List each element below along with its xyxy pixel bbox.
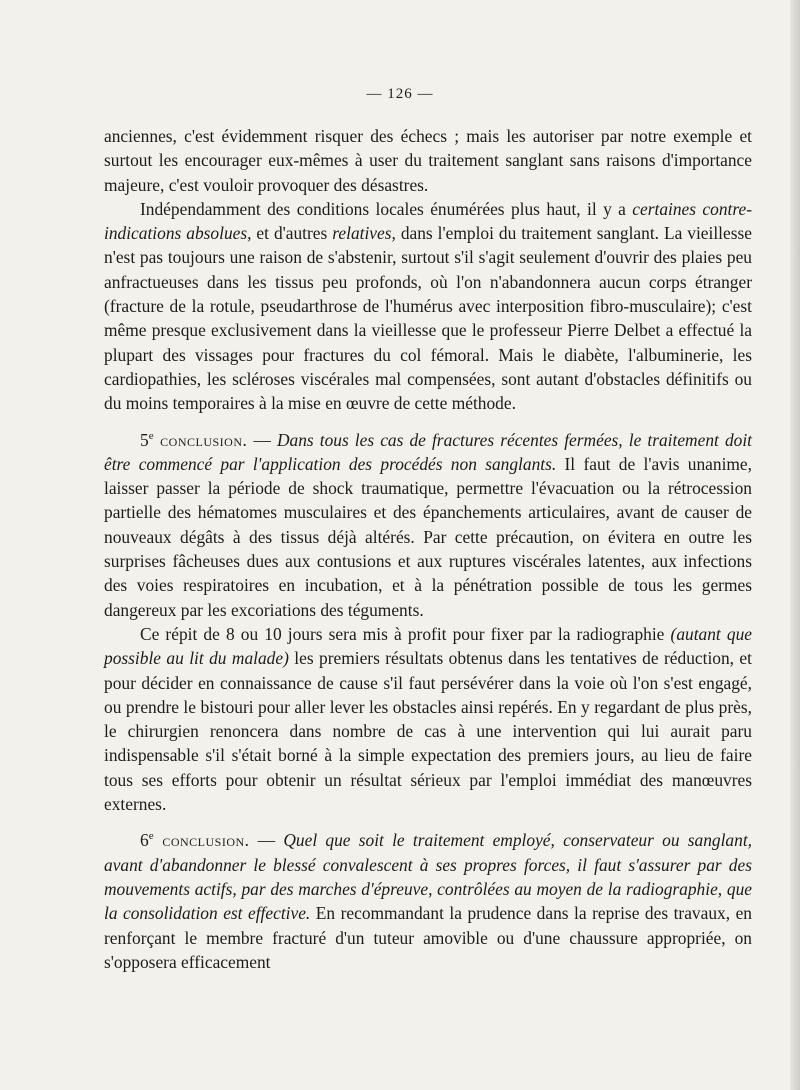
paragraph-5-conclusion-6 (104, 828, 752, 974)
body-text (104, 124, 752, 974)
text-segment: conclusion. (153, 830, 250, 851)
page-edge-shadow (790, 0, 800, 1090)
text-segment: Indépendamment des conditions locales énumérées plus haut, il y a (140, 198, 633, 219)
paragraph-1 (104, 124, 752, 197)
text-segment: e (148, 830, 154, 843)
text-segment: dans l'emploi du traitement sanglant. La vieillesse n'est pas toujours une raison de s'abstenir, surtout s'il s'agit seulement d'ouvrir des plaies peu anfractueuses dans les tissus peu profonds, où l'on n'abandonnera aucun corps étranger (fracture de la rotule, pseudarthrose de l'humérus avec interposition fibro-musculaire); c'est même presque exclusivement dans la vieillesse que le professeur Pierre Delbet a effectué la plupart des vissages pour fractures du col fémoral. Mais le diabète, l'albuminerie, les cardiopathies, les scléroses viscérales mal compensées, sont autant d'obstacles définitifs ou du moins temporaires à la mise en œuvre de cette méthode. (104, 223, 752, 414)
text-segment: Dans tous les cas de fractures récentes fermées, le traitement doit être commencé par l'application des procédés non sanglants. (104, 429, 752, 474)
text-segment: (autant que possible au lit du malade) (104, 623, 752, 669)
text-segment: — (249, 830, 284, 851)
paragraph-3-conclusion-5 (104, 428, 752, 622)
text-segment: e (148, 429, 154, 442)
text-segment: conclusion. (153, 429, 248, 450)
text-segment: relatives, (332, 223, 396, 244)
text-segment: et d'autres (251, 223, 333, 244)
text-segment: 5 (140, 429, 149, 450)
text-segment: Ce répit de 8 ou 10 jours sera mis à profit pour fixer par la radiographie (140, 623, 671, 644)
text-segment: certaines contre-indications absolues, (104, 198, 752, 244)
text-segment: — (247, 429, 277, 450)
page-number: — 126 — (366, 86, 434, 102)
text-segment: les premiers résultats obtenus dans les tentatives de réduction, et pour décider en connaissance de cause s'il faut persévérer dans la voie où l'on s'est engagé, ou prendre le bistouri pour aller lever les obstacles ainsi repérés. En y regardant de plus près, le chirurgien renoncera dans nombre de cas à une intervention qui lui aurait paru indispensable s'il s'était borné à la simple expectation des premiers jours, au lieu de faire tous ses efforts pour obtenir un résultat sérieux par l'emploi immédiat des manœuvres externes. (104, 648, 752, 815)
text-segment: En recommandant la prudence dans la reprise des travaux, en renforçant le membre fracturé d'un tuteur amovible ou d'une chaussure appropriée, on s'opposera efficacement (104, 903, 752, 972)
paragraph-2 (104, 197, 752, 416)
text-segment: 6 (140, 830, 149, 851)
text-segment: anciennes, c'est évidemment risquer des échecs ; mais les autoriser par notre exemple et surtout les encourager eux-mêmes à user du traitement sanglant sans raisons d'importance majeure, c'est vouloir provoquer des désastres. (104, 126, 752, 195)
text-segment: Quel que soit le traitement employé, conservateur ou sanglant, avant d'abandonner le blessé convalescent à ses propres forces, il faut s'assurer par des mouvements actifs, par des marches d'épreuve, contrôlées au moyen de la radiographie, que la consolidation est effective. (104, 830, 752, 924)
text-segment: Il faut de l'avis unanime, laisser passer la période de shock traumatique, permettre l'évacuation ou la rétrocession partielle des hématomes musculaires et des épanchements articulaires, avant de causer de nouveaux dégâts à des tissus déjà altérés. Par cette précaution, on évitera en outre les surprises fâcheuses dues aux contusions et aux ruptures viscérales latentes, aux infections des voies respiratoires en incubation, et à la pénétration possible de tous les germes dangereux par les excoriations des téguments. (104, 453, 752, 620)
paragraph-4 (104, 622, 752, 816)
